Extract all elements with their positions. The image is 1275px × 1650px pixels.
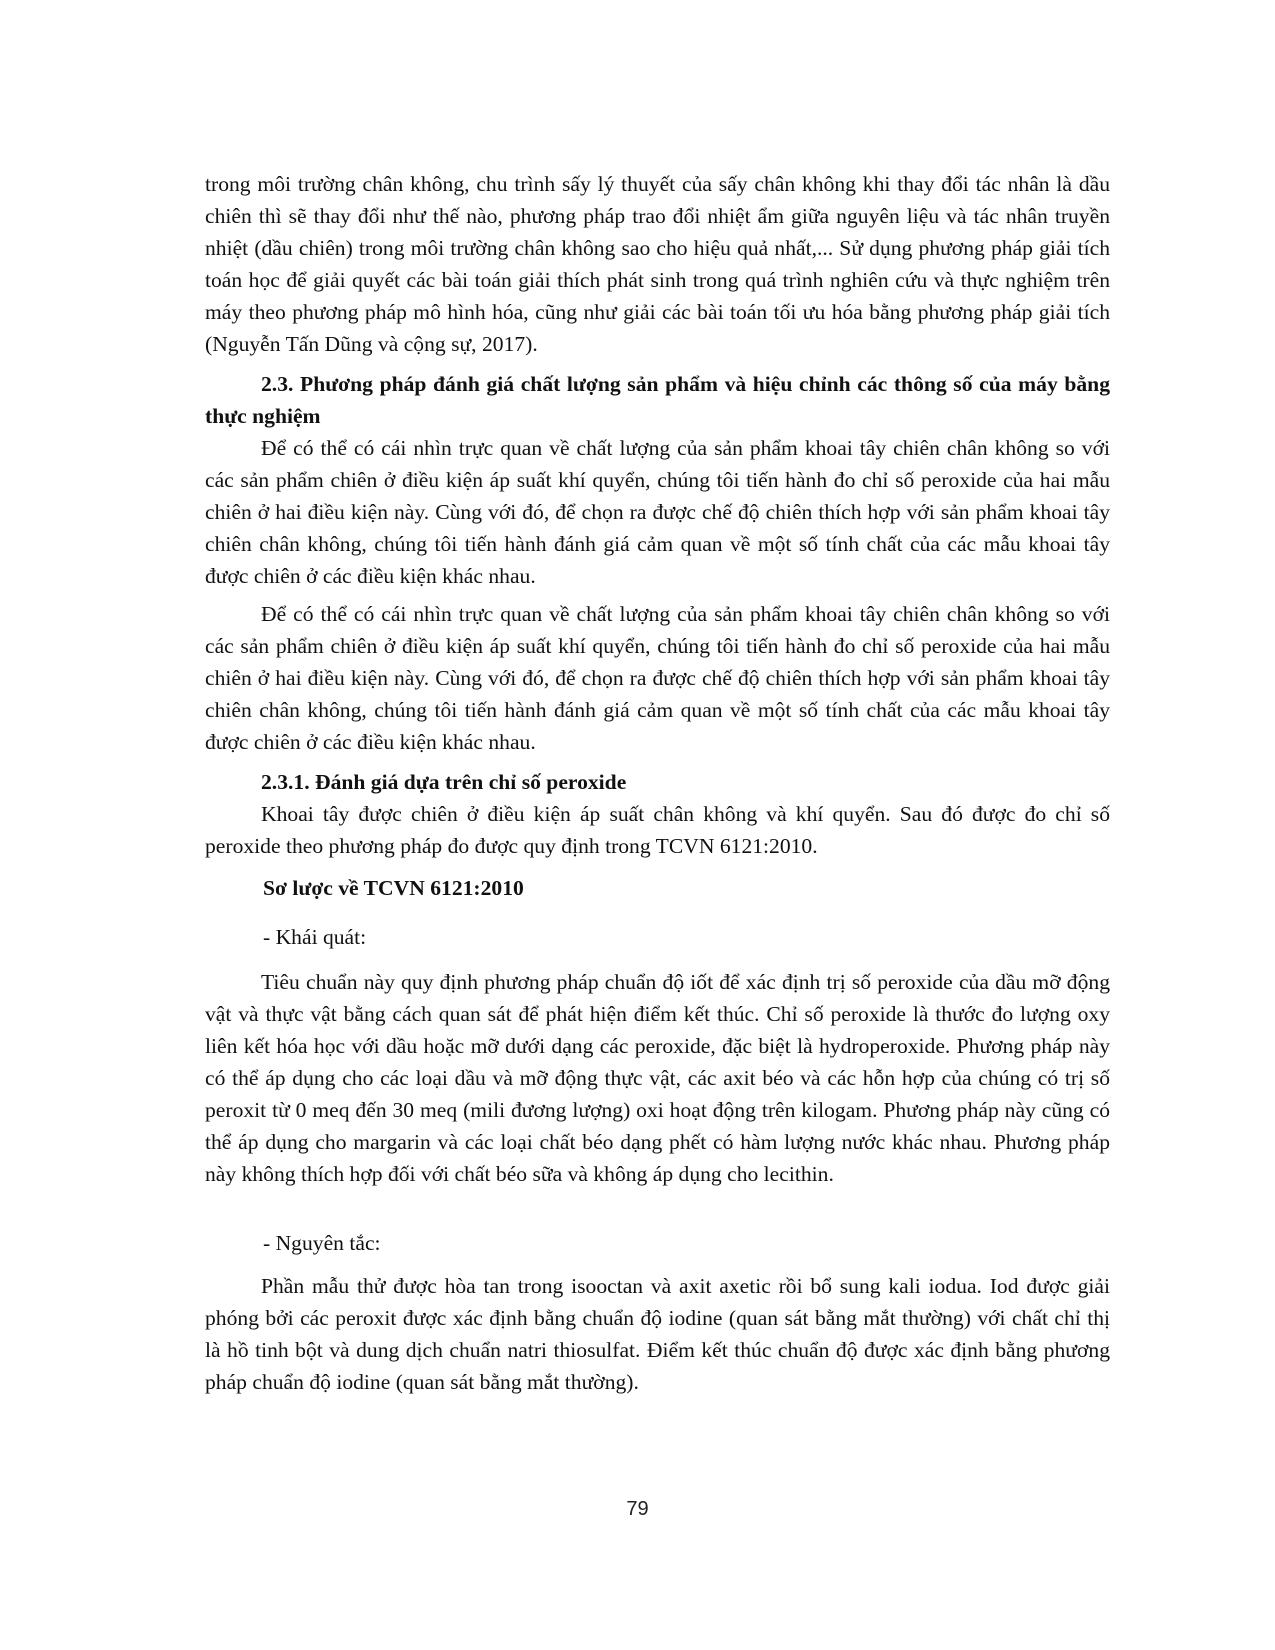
section-heading-2-3: 2.3. Phương pháp đánh giá chất lượng sản phẩm và hiệu chỉnh các thông số của máy bằng thực nghiệm — [205, 372, 1110, 428]
paragraph-intro: trong môi trường chân không, chu trình sấy lý thuyết của sấy chân không khi thay đổi tác nhân là dầu chiên thì sẽ thay đổi như thế nào, phương pháp trao đổi nhiệt ẩm giữa nguyên liệu và tác nhân truyền nhiệt (dầu chiên) trong môi trường chân không sao cho hiệu quả nhất,... Sử dụng phương pháp giải tích toán học để giải quyết các bài toán giải thích phát sinh trong quá trình nghiên cứu và thực nghiệm trên máy theo phương pháp mô hình hóa, cũng như giải các bài toán tối ưu hóa bằng phương pháp giải tích (Nguyễn Tấn Dũng và cộng sự, 2017). — [205, 172, 1110, 356]
label-overview: - Khái quát: — [263, 925, 367, 949]
paragraph-2-3-b: Để có thể có cái nhìn trực quan về chất lượng của sản phẩm khoai tây chiên chân không so với các sản phẩm chiên ở điều kiện áp suất khí quyển, chúng tôi tiến hành đo chỉ số peroxide của hai mẫu chiên ở hai điều kiện này. Cùng với đó, để chọn ra được chế độ chiên thích hợp với sản phẩm khoai tây chiên chân không, chúng tôi tiến hành đánh giá cảm quan về một số tính chất của các mẫu khoai tây được chiên ở các điều kiện khác nhau. — [205, 602, 1110, 754]
heading-tcvn-summary: Sơ lược về TCVN 6121:2010 — [263, 876, 524, 900]
paragraph-principle: Phần mẫu thử được hòa tan trong isooctan và axit axetic rồi bổ sung kali iodua. Iod được giải phóng bởi các peroxit được xác định bằng chuẩn độ iodine (quan sát bằng mắt thường) với chất chỉ thị là hồ tinh bột và dung dịch chuẩn natri thiosulfat. Điểm kết thúc chuẩn độ được xác định bằng phương pháp chuẩn độ iodine (quan sát bằng mắt thường). — [205, 1274, 1110, 1394]
paragraph-2-3-1: Khoai tây được chiên ở điều kiện áp suất chân không và khí quyển. Sau đó được đo chỉ số peroxide theo phương pháp đo được quy định trong TCVN 6121:2010. — [205, 802, 1110, 858]
paragraph-2-3-a: Để có thể có cái nhìn trực quan về chất lượng của sản phẩm khoai tây chiên chân không so với các sản phẩm chiên ở điều kiện áp suất khí quyển, chúng tôi tiến hành đo chỉ số peroxide của hai mẫu chiên ở hai điều kiện này. Cùng với đó, để chọn ra được chế độ chiên thích hợp với sản phẩm khoai tây chiên chân không, chúng tôi tiến hành đánh giá cảm quan về một số tính chất của các mẫu khoai tây được chiên ở các điều kiện khác nhau. — [205, 436, 1110, 588]
paragraph-overview: Tiêu chuẩn này quy định phương pháp chuẩn độ iốt để xác định trị số peroxide của dầu mỡ động vật và thực vật bằng cách quan sát để phát hiện điểm kết thúc. Chỉ số peroxide là thước đo lượng oxy liên kết hóa học với dầu hoặc mỡ dưới dạng các peroxide, đặc biệt là hydroperoxide. Phương pháp này có thể áp dụng cho các loại dầu và mỡ động thực vật, các axit béo và các hỗn hợp của chúng có trị số peroxit từ 0 meq đến 30 meq (mili đương lượng) oxi hoạt động trên kilogam. Phương pháp này cũng có thể áp dụng cho margarin và các loại chất béo dạng phết có hàm lượng nước khác nhau. Phương pháp này không thích hợp đối với chất béo sữa và không áp dụng cho lecithin. — [205, 970, 1110, 1186]
label-principle: - Nguyên tắc: — [263, 1231, 381, 1255]
section-heading-2-3-1: 2.3.1. Đánh giá dựa trên chỉ số peroxide — [261, 770, 627, 794]
page-number: 79 — [626, 1498, 649, 1520]
